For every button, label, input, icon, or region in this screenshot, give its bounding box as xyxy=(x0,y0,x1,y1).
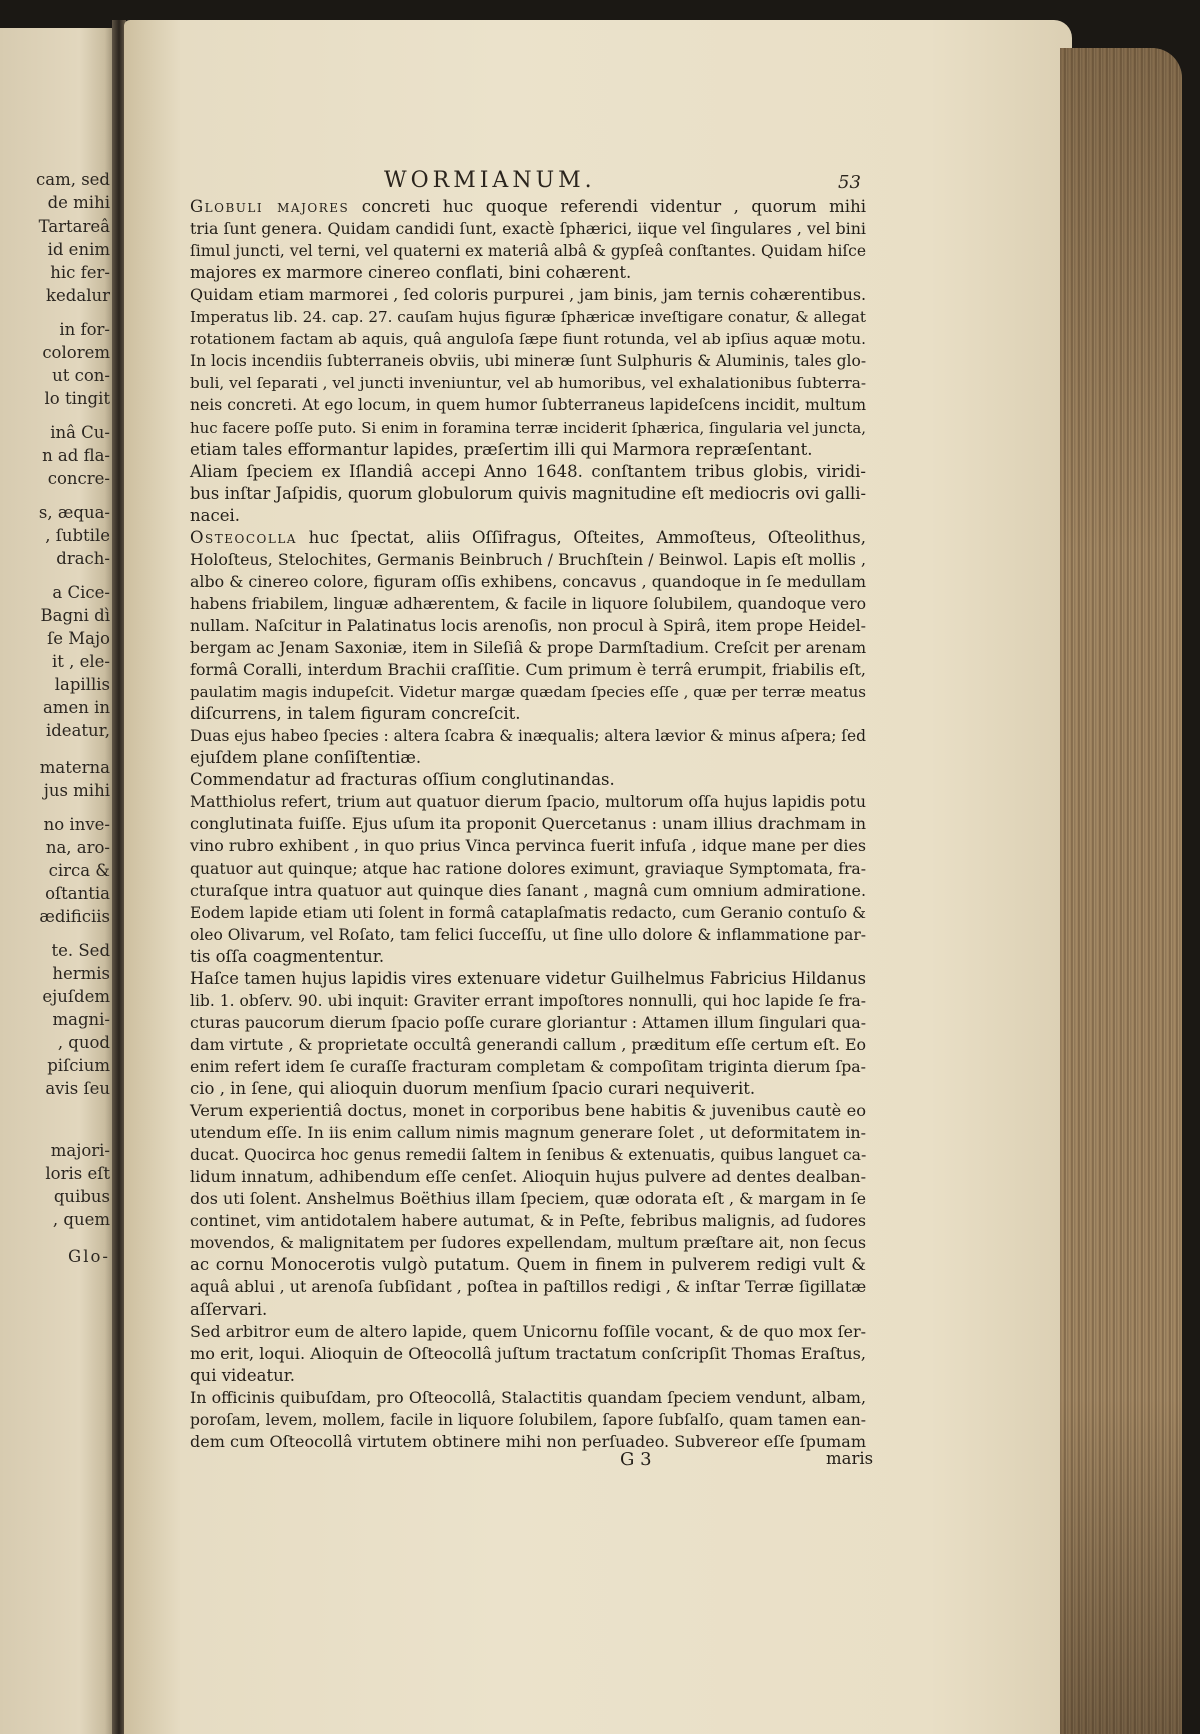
left-page-line: ideatur, xyxy=(45,721,110,740)
line-text: conglutinata fuiſſe. Ejus uſum ita proponit Quercetanus : unam illius drachmam in xyxy=(190,814,867,833)
text-line xyxy=(190,703,866,725)
line-text: ejuſdem plane conſiſtentiæ. xyxy=(190,748,422,767)
left-page-line: ut con- xyxy=(52,366,110,385)
running-head: WORMIANUM. xyxy=(384,168,596,193)
line-text: majores ex marmore cinereo conflati, bini cohærent. xyxy=(190,263,632,282)
line-text: paulatim magis induреſcit. Videtur margæ quædam ſpecies eſſe , quæ per terræ meatus xyxy=(190,683,866,701)
line-text: Aliam ſpeciem ex Iſlandiâ accepi Anno 1648. conſtantem tribus globis, viridi- xyxy=(190,462,866,481)
line-text: neis concreti. At ego locum, in quem humor ſubterraneus lapideſcens incidit, multum xyxy=(190,396,866,414)
text-line xyxy=(190,240,866,262)
line-text: cio , in ſene, qui alioquin duorum menſium ſpacio curari nequiverit. xyxy=(190,1079,756,1098)
line-text: diſcurrens, in talem figuram concreſcit. xyxy=(190,704,521,723)
line-text: In locis incendiis ſubterraneis obviis, ubi mineræ ſunt Sulphuris & Aluminis, tales glo- xyxy=(190,352,867,370)
left-page-line: oſtantia xyxy=(45,884,110,903)
line-text: ac cornu Monocerotis vulgò putatum. Quem in finem in pulverem redigi vult & xyxy=(190,1255,866,1274)
text-line xyxy=(190,417,866,439)
line-text: concreti huc quoque referendi videntur , quorum mihi xyxy=(349,197,866,216)
left-page-line: lo tingit xyxy=(44,389,110,408)
left-page-line: lapillis xyxy=(54,675,110,694)
text-line xyxy=(190,1034,866,1056)
line-text: nacei. xyxy=(190,506,240,525)
left-page-line: kedalur xyxy=(46,286,110,305)
text-line xyxy=(190,1100,866,1122)
text-line xyxy=(190,902,866,924)
line-text: Duas ejus habeo ſpecies : altera ſcabra & inæqualis; altera lævior & minus aſpera; ſed xyxy=(190,727,866,745)
left-page-line: ejuſdem xyxy=(42,987,110,1006)
left-page-line: Tartareâ xyxy=(38,217,110,236)
left-page-line: s, æqua- xyxy=(38,503,110,522)
line-text: Matthiolus refert, trium aut quatuor dierum ſpacio, multorum oſſa hujus lapidis potu xyxy=(190,792,866,811)
left-page-line: materna xyxy=(39,758,110,777)
left-page-line: id enim xyxy=(47,240,110,259)
text-line xyxy=(190,328,866,350)
line-text: lidum innatum, adhibendum eſſe cenſet. Alioquin hujus pulvere ad dentes dealban- xyxy=(190,1167,866,1186)
left-page-line: concre- xyxy=(47,469,110,488)
line-text: Verum experientiâ doctus, monet in corporibus bene habitis & juvenibus cautè eo xyxy=(190,1101,866,1120)
line-text: etiam tales efformantur lapides, præſertim illi qui Marmora repræſentant. xyxy=(190,440,813,459)
line-text: Quidam etiam marmorei , ſed coloris purpurei , jam binis, jam ternis cohærentibus. xyxy=(190,285,867,304)
line-text: vino rubro exhibent , in quo prius Vinca pervinca fuerit infuſa , idque mane per dies xyxy=(190,836,866,855)
left-page-line: Bagni dì xyxy=(40,606,110,625)
text-line xyxy=(190,1166,866,1188)
text-line xyxy=(190,681,866,703)
text-line xyxy=(190,1122,866,1144)
text-line xyxy=(190,461,866,483)
line-text: nullam. Naſcitur in Palatinatus locis arenoſis, non procul à Spirâ, item prope Heidel- xyxy=(190,616,866,635)
text-line xyxy=(190,1343,866,1365)
text-line xyxy=(190,725,866,747)
line-text: habens friabilem, linguæ adhærentem, & facile in liquore ſolubilem, quandoque vero xyxy=(190,594,866,613)
text-line xyxy=(190,372,866,394)
text-line xyxy=(190,527,866,549)
left-page-line: inâ Cu- xyxy=(50,423,110,442)
text-line xyxy=(190,306,866,328)
line-text: mo erit, loqui. Alioquin de Oſteocollâ juſtum tractatum conſcripſit Thomas Eraſtus, xyxy=(190,1344,866,1363)
text-line xyxy=(190,571,866,593)
lead-words: Globuli majores xyxy=(190,197,350,216)
text-line xyxy=(190,1276,866,1298)
line-text: In officinis quibuſdam, pro Oſteocollâ, Stalactitis quandam ſpeciem vendunt, albam, xyxy=(190,1388,866,1407)
line-text: ducat. Quocirca hoc genus remedii ſaltem in ſenibus & extenuatis, quibus languet ca- xyxy=(190,1146,867,1164)
text-line xyxy=(190,990,866,1012)
line-text: poroſam, levem, mollem, facile in liquore ſolubilem, ſapore ſubſalſo, quam tamen ean- xyxy=(190,1411,866,1429)
line-text: bus inſtar Jaſpidis, quorum globulorum quivis magnitudine eſt mediocris ovi galli- xyxy=(190,484,866,503)
left-page-line: piſcium xyxy=(47,1056,110,1075)
line-text: continet, vim antidotalem habere autumat, & in Peſte, febribus malignis, ad ſudores xyxy=(190,1211,866,1230)
left-page-line: in for- xyxy=(59,320,110,339)
left-page-line: avis ſeu xyxy=(45,1079,110,1098)
left-page-line: amen in xyxy=(42,698,110,717)
text-line xyxy=(190,1144,866,1166)
line-text: Sed arbitror eum de altero lapide, quem Unicornu foſſile vocant, & de quo mox ſer- xyxy=(190,1322,866,1341)
left-page-line: drach- xyxy=(56,549,110,568)
left-page-line: , ſubtile xyxy=(45,526,110,545)
left-page-line: hic fer- xyxy=(50,263,110,282)
line-text: quatuor aut quinque; atque hac ratione dolores eximunt, graviaque Symptomata, fra- xyxy=(190,860,866,878)
text-line xyxy=(190,615,866,637)
text-line xyxy=(190,946,866,968)
page-edges xyxy=(1060,48,1182,1734)
text-line xyxy=(190,1188,866,1210)
line-text: Eodem lapide etiam uti ſolent in formâ cataplaſmatis redacto, cum Geranio contuſo & xyxy=(190,904,866,922)
left-page-line: jus mihi xyxy=(43,781,110,800)
text-line xyxy=(190,637,866,659)
left-page-line: quibus xyxy=(53,1187,110,1206)
text-line xyxy=(190,394,866,416)
left-page-line: te. Sed xyxy=(51,941,110,960)
text-line xyxy=(190,284,866,306)
line-text: qui videatur. xyxy=(190,1366,296,1385)
line-text: dos uti ſolent. Anshelmus Boëthius illam ſpeciem, quæ odorata eſt , & margam in ſe xyxy=(190,1189,867,1208)
text-line xyxy=(190,1431,866,1453)
text-line xyxy=(190,549,866,571)
left-page-line: circa & xyxy=(48,861,110,880)
left-page-line: majori- xyxy=(50,1141,110,1160)
text-line xyxy=(190,1387,866,1409)
lead-words: Osteocolla xyxy=(190,528,297,547)
left-page-line: hermis xyxy=(52,964,110,983)
text-line xyxy=(190,1078,866,1100)
text-line xyxy=(190,813,866,835)
left-page-line: Glo- xyxy=(68,1247,110,1266)
line-text: aſſervari. xyxy=(190,1300,268,1319)
line-text: enim refert idem ſe curaſſe fracturam completam & compoſitam triginta dierum ſpa- xyxy=(190,1057,866,1076)
text-line xyxy=(190,1056,866,1078)
line-text: dem cum Oſteocollâ virtutem obtinere mihi non perſuadeo. Subvereor eſſe ſpumam xyxy=(190,1432,866,1451)
line-text: lib. 1. obſerv. 90. ubi inquit: Graviter errant impoſtores nonnulli, qui hoc lapide ſe fra- xyxy=(190,992,866,1010)
text-line xyxy=(190,1012,866,1034)
left-page-line: n ad fla- xyxy=(42,446,110,465)
text-line xyxy=(190,1210,866,1232)
line-text: movendos, & malignitatem per ſudores expellendam, multum præſtare ait, non ſecus xyxy=(190,1233,866,1252)
left-page-line: loris eſt xyxy=(45,1164,110,1183)
line-text: Imperatus lib. 24. cap. 27. cauſam hujus figuræ ſphæricæ inveſtigare conatur, & allegat xyxy=(190,308,866,326)
text-line xyxy=(190,1321,866,1343)
text-line xyxy=(190,791,866,813)
line-text: Holoſteus, Stelochites, Germanis Beinbruch / Bruchſtein / Beinwol. Lapis eſt mollis , xyxy=(190,550,866,569)
line-text: Commendatur ad fracturas oſſium conglutinandas. xyxy=(190,770,615,789)
text-line xyxy=(190,835,866,857)
line-text: bergam ac Jenam Saxoniæ, item in Sileſiâ & prope Darmſtadium. Creſcit per arenam xyxy=(190,638,867,657)
text-line xyxy=(190,505,866,527)
left-page-line: magni- xyxy=(52,1010,110,1029)
text-line xyxy=(190,350,866,372)
text-line xyxy=(190,924,866,946)
text-line xyxy=(190,659,866,681)
page-number: 53 xyxy=(838,172,861,193)
text-line xyxy=(190,1299,866,1321)
line-text: dam virtute , & proprietate occultâ generandi callum , præditum eſſe certum eſt. Eo xyxy=(190,1035,866,1054)
text-line xyxy=(190,439,866,461)
line-text: tria ſunt genera. Quidam candidi ſunt, exactè ſphærici, iique vel ſingulares , vel bini xyxy=(190,219,866,238)
text-line xyxy=(190,218,866,240)
text-line xyxy=(190,1409,866,1431)
left-page xyxy=(0,28,114,1734)
line-text: huc facere poſſe puto. Si enim in foramina terræ inciderit ſphærica, ſingularia vel juncta, xyxy=(190,419,866,437)
text-line xyxy=(190,747,866,769)
text-line xyxy=(190,1254,866,1276)
left-page-line: colorem xyxy=(42,343,110,362)
line-text: Haſce tamen hujus lapidis vires extenuare videtur Guilhelmus Fabricius Hildanus xyxy=(190,969,866,988)
text-line xyxy=(190,262,866,284)
line-text: aquâ ablui , ut arenoſa ſubſidant , poſtea in paſtillos redigi , & inſtar Terræ ſigillatæ xyxy=(190,1277,867,1296)
text-line xyxy=(190,858,866,880)
text-line xyxy=(190,1232,866,1254)
catchword: maris xyxy=(826,1449,874,1468)
left-page-line: it , ele- xyxy=(51,652,110,671)
line-text: ſimul juncti, vel terni, vel quaterni ex materiâ albâ & gypſeâ conſtantes. Quidam hiſce xyxy=(190,242,866,260)
left-page-line: a Cice- xyxy=(52,583,110,602)
line-text: cturaſque intra quatuor aut quinque dies ſanant , magnâ cum omnium admiratione. xyxy=(190,881,866,900)
text-line xyxy=(190,1365,866,1387)
line-text: tis oſſa coagmententur. xyxy=(190,947,385,966)
line-text: formâ Coralli, interdum Brachii craſſitie. Cum primum è terrâ erumpit, friabilis eſt, xyxy=(190,660,866,679)
text-line xyxy=(190,593,866,615)
left-page-line: , quem xyxy=(52,1210,110,1229)
line-text: buli, vel ſeparati , vel juncti inveniuntur, vel ab humoribus, vel exhalationibus ſubterra- xyxy=(190,374,866,392)
text-line xyxy=(190,769,866,791)
line-text: utendum eſſe. In iis enim callum nimis magnum generare ſolet , ut deformitatem in- xyxy=(190,1123,866,1142)
left-page-line: no inve- xyxy=(43,815,110,834)
text-line xyxy=(190,196,866,218)
text-line xyxy=(190,483,866,505)
line-text: oleo Olivarum, vel Roſato, tam felici ſucceſſu, ut ſine ullo dolore & inflammatione par- xyxy=(190,926,866,944)
text-line xyxy=(190,968,866,990)
left-page-line: ſe Majo xyxy=(47,629,110,648)
left-page-line: cam, sed xyxy=(35,170,110,189)
line-text: rotationem factam ab aquis, quâ anguloſa ſæpe fiunt rotunda, vel ab ipſius aquæ motu. xyxy=(190,330,866,348)
line-text: albo & cinereo colore, figuram oſſis exhibens, concavus , quandoque in ſe medullam xyxy=(190,572,866,591)
line-text: cturas paucorum dierum ſpacio poſſe curare gloriantur : Attamen illum ſingulari qua- xyxy=(190,1014,866,1032)
left-page-line: , quod xyxy=(57,1033,110,1052)
text-line xyxy=(190,880,866,902)
line-text: huc ſpectat, aliis Oſſifragus, Oſteites, Ammoſteus, Oſteolithus, xyxy=(296,528,866,547)
left-page-line: ædificiis xyxy=(39,907,110,926)
left-page-line: na, aro- xyxy=(45,838,110,857)
left-page-line: de mihi xyxy=(47,193,110,212)
signature-mark: G 3 xyxy=(620,1449,652,1470)
